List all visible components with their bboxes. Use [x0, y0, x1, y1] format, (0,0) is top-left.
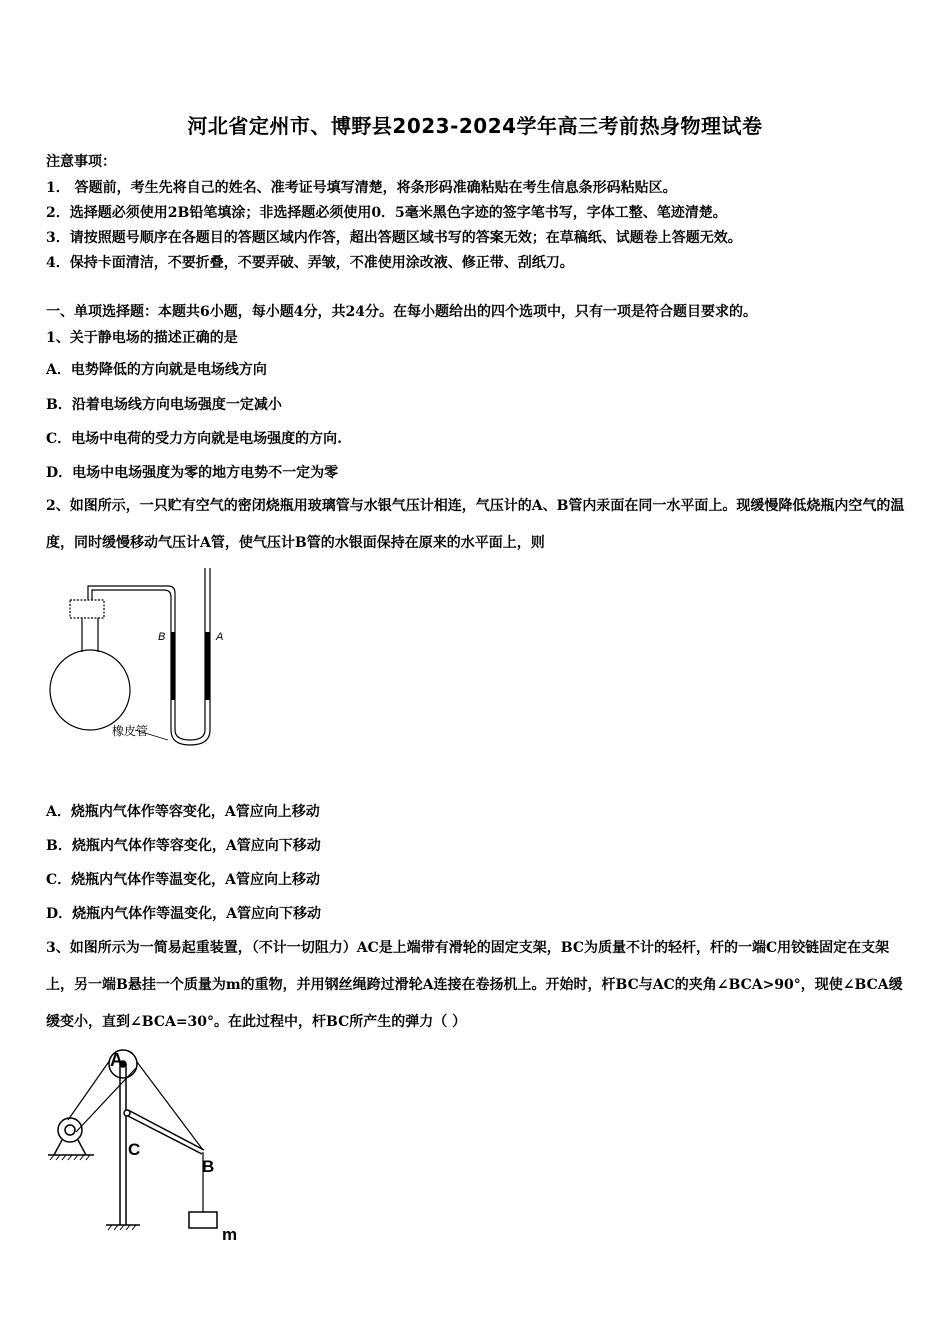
flask-manometer-figure	[40, 560, 250, 760]
crane-figure	[40, 1040, 260, 1250]
flask-stopper	[70, 600, 104, 618]
mercury-column-a	[205, 632, 210, 700]
mass-block	[189, 1212, 217, 1228]
page-title: 河北省定州市、博野县2023-2024学年高三考前热身物理试卷	[187, 114, 763, 138]
question-1-stem: 1、关于静电场的描述正确的是	[46, 330, 238, 346]
label-m: m	[222, 1225, 238, 1244]
question-2-option-a: A．烧瓶内气体作等容变化，A管应向上移动	[46, 804, 320, 820]
notice-item: 1． 答题前，考生先将自己的姓名、准考证号填写清楚，将条形码准确粘贴在考生信息条形码粘贴区。	[46, 180, 677, 196]
label-b: B	[202, 1157, 215, 1176]
notice-item: 4．保持卡面清洁，不要折叠，不要弄破、弄皱，不准使用涂改液、修正带、刮纸刀。	[46, 255, 574, 271]
question-2-stem: 2、如图所示，一只贮有空气的密闭烧瓶用玻璃管与水银气压计相连，气压计的A、B管内汞面在同一水平面上。现缓慢降低烧瓶内空气的温度，同时缓慢移动气压计A管，使气压计B管的水银面保持在原来的水平面上，则	[46, 498, 905, 551]
question-1-option-a: A．电势降低的方向就是电场线方向	[46, 362, 267, 378]
label-b: B	[158, 631, 166, 643]
notice-item: 3．请按照题号顺序在各题目的答题区域内作答，超出答题区域书写的答案无效；在草稿纸、试题卷上答题无效。	[46, 230, 742, 246]
flask-bulb	[50, 650, 130, 730]
label-c: C	[128, 1140, 141, 1159]
question-1-option-c: C．电场中电荷的受力方向就是电场强度的方向.	[46, 431, 343, 447]
notice-heading: 注意事项：	[46, 154, 116, 170]
label-a: A	[110, 1050, 123, 1070]
question-2-option-c: C．烧瓶内气体作等温变化，A管应向上移动	[46, 872, 321, 888]
notice-item: 2．选择题必须使用2B铅笔填涂；非选择题必须使用0．5毫米黑色字迹的签字笔书写，字体工整、笔迹清楚。	[46, 205, 727, 221]
label-rubber-tube: 橡皮管	[112, 724, 149, 738]
question-2-option-d: D．烧瓶内气体作等温变化，A管应向下移动	[46, 906, 322, 922]
question-1-option-d: D．电场中电场强度为零的地方电势不一定为零	[46, 465, 339, 481]
label-a: A	[216, 631, 224, 643]
section-heading: 一、单项选择题：本题共6小题，每小题4分，共24分。在每小题给出的四个选项中，只有一项是符合题目要求的。	[46, 304, 757, 320]
question-3-stem: 3、如图所示为一简易起重装置，（不计一切阻力）AC是上端带有滑轮的固定支架，BC为质量不计的轻杆，杆的一端C用铰链固定在支架上，另一端B悬挂一个质量为m的重物，并用钢丝绳跨过滑轮A连接在卷扬机上。开始时，杆BC与AC的夹角∠BCA>90°，现使∠BCA缓缓变小，直到∠BCA=30°。在此过程中，杆BC所产生的弹力（ ）	[46, 940, 903, 1030]
mercury-column-b	[171, 632, 175, 700]
question-1-option-b: B．沿着电场线方向电场强度一定减小	[46, 397, 282, 413]
question-2-option-b: B．烧瓶内气体作等容变化，A管应向下移动	[46, 838, 321, 854]
